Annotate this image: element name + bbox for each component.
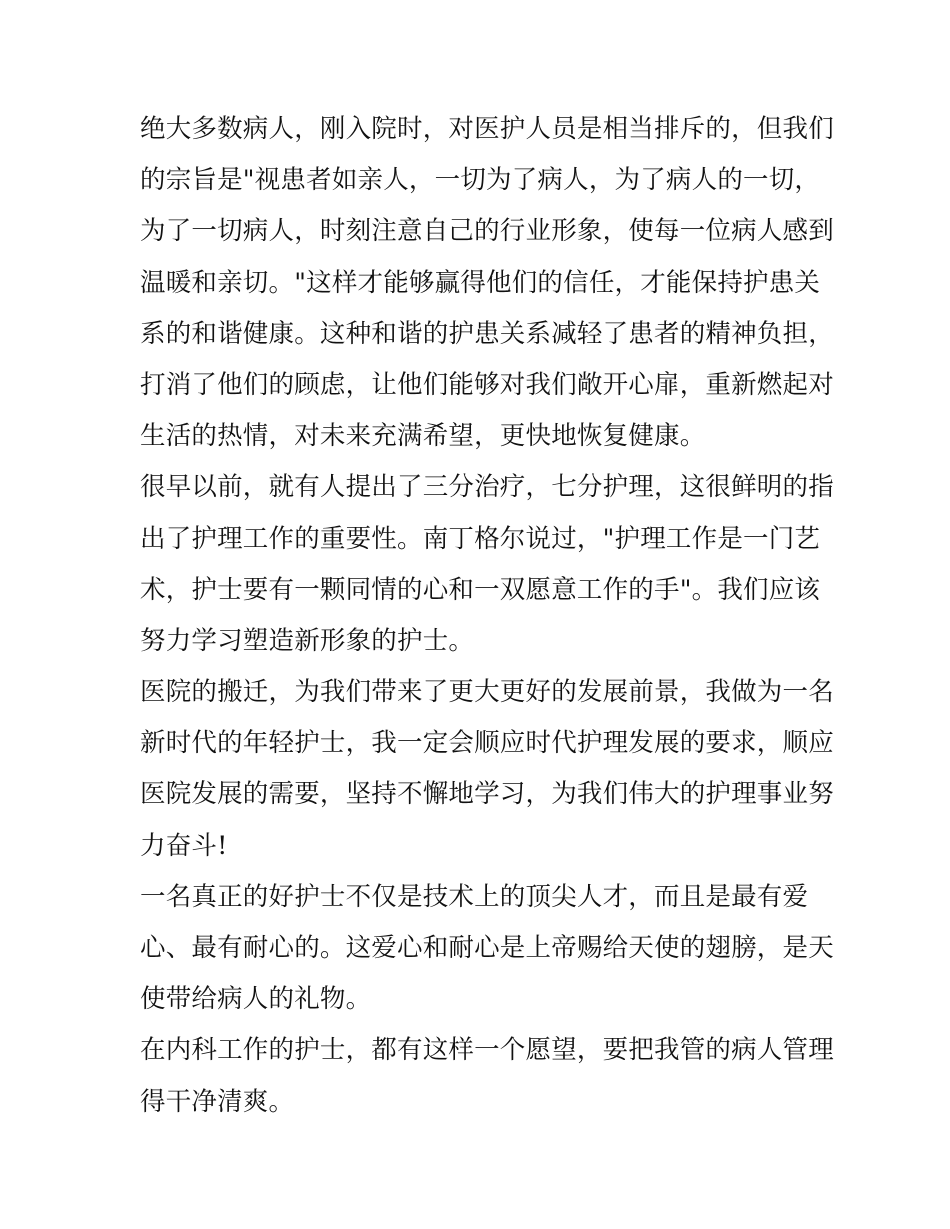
paragraph-5 xyxy=(140,1025,834,1127)
text-line: 系的和谐健康。这种和谐的护患关系减轻了患者的精神负担， xyxy=(140,318,834,349)
text-line: 温暖和亲切。"这样才能够赢得他们的信任，才能保持护患关 xyxy=(140,267,821,298)
text-line: 使带给病人的礼物。 xyxy=(140,984,372,1015)
text-line: 医院发展的需要，坚持不懈地学习，为我们伟大的护理事业努 xyxy=(140,779,834,810)
text-line: 绝大多数病人，刚入院时，对医护人员是相当排斥的，但我们 xyxy=(140,114,834,144)
text-line: 新时代的年轻护士，我一定会顺应时代护理发展的要求，顺应 xyxy=(140,728,834,759)
text-line: 出了护理工作的重要性。南丁格尔说过，"护理工作是一门艺 xyxy=(140,523,821,554)
paragraph-4 xyxy=(140,872,834,1026)
paragraph-3 xyxy=(140,667,834,872)
document-body xyxy=(140,104,834,1128)
text-line: 很早以前，就有人提出了三分治疗，七分护理，这很鲜明的指 xyxy=(140,472,834,503)
text-line: 心、最有耐心的。这爱心和耐心是上帝赐给天使的翅膀，是天 xyxy=(140,933,834,963)
text-line: 在内科工作的护士，都有这样一个愿望，要把我管的病人管理 xyxy=(140,1035,834,1066)
text-line: 的宗旨是"视患者如亲人，一切为了病人，为了病人的一切， xyxy=(140,165,821,196)
text-line: 力奋斗! xyxy=(140,830,228,861)
text-line: 一名真正的好护士不仅是技术上的顶尖人才，而且是最有爱 xyxy=(140,881,809,912)
text-line: 为了一切病人，时刻注意自己的行业形象，使每一位病人感到 xyxy=(140,216,834,247)
text-line: 努力学习塑造新形象的护士。 xyxy=(140,625,475,656)
paragraph-2 xyxy=(140,462,834,667)
text-line: 打消了他们的顾虑，让他们能够对我们敞开心扉，重新燃起对 xyxy=(140,369,834,400)
text-line: 医院的搬迁，为我们带来了更大更好的发展前景，我做为一名 xyxy=(140,677,834,708)
text-line: 生活的热情，对未来充满希望，更快地恢复健康。 xyxy=(140,421,706,452)
text-line: 术，护士要有一颗同情的心和一双愿意工作的手"。我们应该 xyxy=(140,574,821,605)
text-line: 得干净清爽。 xyxy=(140,1086,295,1117)
paragraph-1 xyxy=(140,104,834,462)
